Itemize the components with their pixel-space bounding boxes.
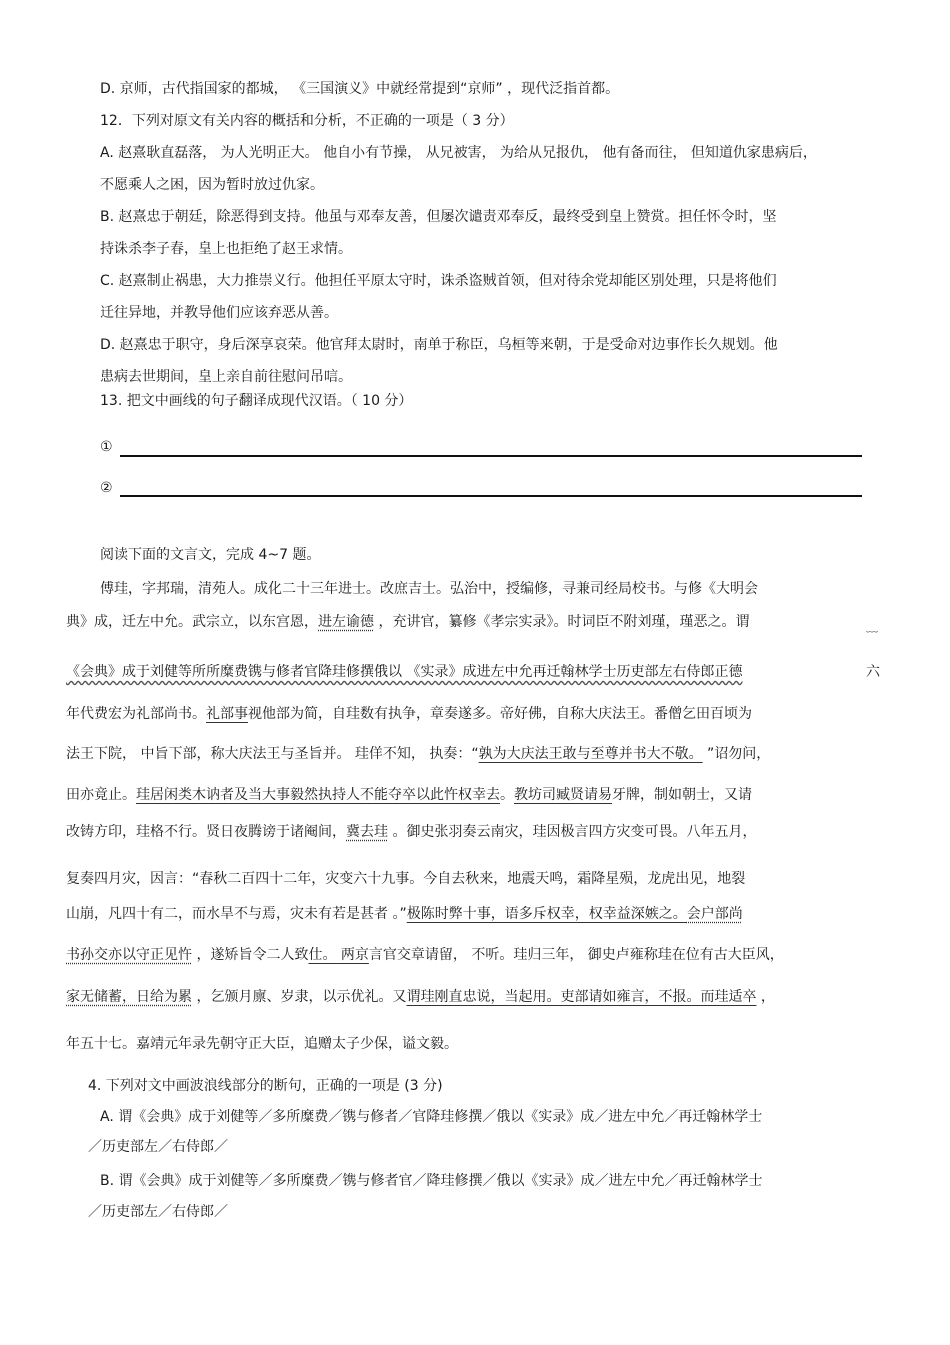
underlined-term: 礼部事 xyxy=(206,706,248,722)
option-a-q4-line1: A. 谓《会典》成于刘健等／多所糜费／镌与修者／官降珪修撰／俄以《实录》成／进左中允／再迁翰林学士 xyxy=(100,1109,763,1125)
dotted-term: 进左谕德 xyxy=(318,614,374,630)
option-b-q12-line1: B. 赵熹忠于朝廷，除恶得到支持。他虽与邓奉友善，但屡次谴责邓奉反，最终受到皇上赞赏。担任怀令时，坚 xyxy=(100,209,777,225)
passage-text: ，乞颁月廪、岁隶，以示优礼。又 xyxy=(192,989,407,1005)
option-a-q12-line2: 不愿乘人之困，因为暂时放过仇家。 xyxy=(100,177,324,193)
passage-text: 法王下院， 中旨下部，称大庆法王与圣旨并。 珪佯不知， 执奏：“ xyxy=(66,746,479,762)
underlined-sentence: 极陈时弊十事，语多斥权幸，权幸益深嫉之。 xyxy=(406,906,687,922)
reading-instruction: 阅读下面的文言文，完成 4~7 题。 xyxy=(100,547,321,563)
passage-line-1: 傅珪，字邦瑞，清苑人。成化二十三年进士。改庶吉士。弘治中，授编修，寻兼司经局校书。与修《大明会 xyxy=(100,581,758,597)
passage-line-7 xyxy=(66,823,756,841)
passage-line-11 xyxy=(66,988,775,1006)
wavy-underlined-text: 《会典》成于刘健等所所糜费镌与修者官降珪修撰俄以 xyxy=(66,664,402,680)
underlined-sentence: 珪居闲类木讷者及当大事毅然执持人不能夺卒以此忤权幸去 xyxy=(136,787,500,803)
passage-text: 改铸方印，珪格不行。贤日夜腾谤于诸阉间， xyxy=(66,824,346,840)
passage-text: 典》成，迁左中允。武宗立，以东宫恩， xyxy=(66,614,318,630)
passage-line-5 xyxy=(66,745,770,763)
passage-line-6 xyxy=(66,786,752,804)
passage-text: 言官交章请留， 不听。珪归三年， 御史卢雍称珪在位有古大臣风， xyxy=(368,947,784,963)
answer-blank-1[interactable] xyxy=(120,455,862,457)
option-d-q12-line1: D. 赵熹忠于职守，身后深享哀荣。他官拜太尉时，南单于称臣，乌桓等来朝，于是受命对边事作长久规划。他 xyxy=(100,337,778,353)
passage-line-8: 复奏四月灾，因言：“春秋二百四十二年，灾变六十九事。今自去秋来，地震天鸣，霜降星殒，龙虎出见，地裂 xyxy=(66,871,746,887)
option-a-q4-line2: ／历吏部左／右侍郎／ xyxy=(88,1139,228,1155)
option-b-q12-line2: 持诛杀李子春，皇上也拒绝了赵王求情。 xyxy=(100,241,352,257)
underlined-sentence: 孰为大庆法王敢与至尊并书大不敬。 xyxy=(478,746,703,762)
passage-line-2 xyxy=(66,613,749,631)
wavy-mark: ﹏ xyxy=(866,620,879,634)
passage-text: 六 xyxy=(866,664,880,680)
wavy-underlined-text: 《实录》成进左中允再迁翰林学士历吏部左右侍郎正德 xyxy=(402,664,743,680)
passage-line-3 xyxy=(66,663,742,681)
passage-text: 年代费宏为礼部尚书。 xyxy=(66,706,206,722)
question-12: 12．下列对原文有关内容的概括和分析，不正确的一项是（ 3 分） xyxy=(100,113,514,129)
passage-text: 田亦竟止。 xyxy=(66,787,136,803)
dotted-term: 会户部尚 xyxy=(686,906,743,922)
passage-text: 牙牌，制如朝士，又请 xyxy=(612,787,752,803)
underlined-sentence: 谓珪刚直忠说，当起用。吏部请如雍言，不报。而珪适卒 xyxy=(406,989,757,1005)
underlined-term: 教坊司臧贤请易 xyxy=(514,787,612,803)
option-b-q4-line2: ／历吏部左／右侍郎／ xyxy=(88,1204,228,1220)
option-d-q11: D. 京师，古代指国家的都城， 《三国演义》中就经常提到“京师” ，现代泛指首都。 xyxy=(100,81,620,97)
question-4: 4. 下列对文中画波浪线部分的断句，正确的一项是 (3 分) xyxy=(88,1078,443,1094)
passage-text: ， xyxy=(756,989,775,1005)
dotted-term: 冀去珪 xyxy=(346,824,388,840)
passage-line-4 xyxy=(66,705,752,723)
passage-text: 。 xyxy=(500,787,514,803)
option-c-q12-line1: C. 赵熹制止祸患，大力推崇义行。他担任平原太守时，诛杀盗贼首领，但对待余党却能区别处理，只是将他们 xyxy=(100,273,777,289)
option-d-q12-line2: 患病去世期间，皇上亲自前往慰问吊唁。 xyxy=(100,369,352,385)
dotted-term: 家无储蓄，日给为累 xyxy=(66,989,192,1005)
underlined-term: 两京 xyxy=(336,947,369,963)
passage-text: ，充讲官，纂修《孝宗实录》。时词臣不附刘瑾，瑾恶之。谓 xyxy=(374,614,750,630)
passage-line-12: 年五十七。嘉靖元年录先朝守正大臣，追赠太子少保，谥文毅。 xyxy=(66,1036,458,1052)
answer-marker-2: ② xyxy=(100,480,113,496)
passage-text: ，遂矫旨令二人致 xyxy=(192,947,309,963)
passage-text: 视他部为简，自珪数有执争，章奏遂多。帝好佛，自称大庆法王。番僧乞田百顷为 xyxy=(248,706,752,722)
answer-marker-1: ① xyxy=(100,439,113,455)
passage-text: 。御史张羽奏云南灾，珪因极言四方灾变可畏。八年五月， xyxy=(388,824,757,840)
option-c-q12-line2: 迁往异地，并教导他们应该弃恶从善。 xyxy=(100,305,338,321)
answer-blank-2[interactable] xyxy=(120,495,862,497)
passage-text: 山崩，凡四十有二，而水旱不与焉，灾未有若是甚者 。” xyxy=(66,906,407,922)
passage-text: ”诏勿问， xyxy=(702,746,771,762)
passage-line-9 xyxy=(66,905,743,923)
underlined-term: 仕。 xyxy=(308,947,337,963)
dotted-term: 书孙交亦以守正见忤 xyxy=(66,947,192,963)
option-b-q4-line1: B. 谓《会典》成于刘健等／多所糜费／镌与修者官／降珪修撰／俄以《实录》成／进左中允／再迁翰林学士 xyxy=(100,1173,763,1189)
option-a-q12-line1: A. 赵熹耿直磊落， 为人光明正大。 他自小有节操， 从兄被害， 为给从兄报仇， 他有备而往， 但知道仇家患病后， xyxy=(100,145,817,161)
passage-line-10 xyxy=(66,946,784,964)
question-13: 13. 把文中画线的句子翻译成现代汉语。（ 10 分） xyxy=(100,393,413,409)
